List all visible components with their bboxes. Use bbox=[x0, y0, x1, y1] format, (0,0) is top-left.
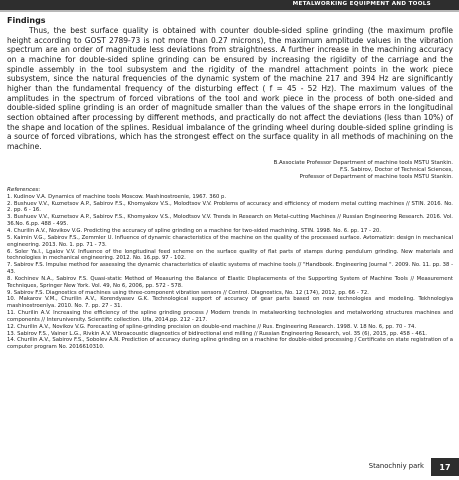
reference-item: 9. Sabirov F.S. Diagnostics of machines using three-component vibration sensors // Control. Diagnostics, No. 12 (174), 2012, pp. 66 - 72. bbox=[7, 289, 369, 296]
reference-item: 6. Soler Ya.I., Lgalov V.V. Influence of the longitudinal feed scheme on the surface quality of flat parts of stamps during pendulum grinding. New materials and technologies in mechanical engineering. 2012. No. 16.pp. 97 - 102. bbox=[7, 248, 453, 262]
references-heading: References: bbox=[7, 186, 41, 193]
reference-item: 4. Churilin A.V., Novikov V.G. Predicting the accuracy of spline grinding on a machine for two-sided machining. STIN. 1998. No. 6. pp. 17 - 20. bbox=[7, 227, 382, 234]
reference-item: 5. Kaimin V.G., Sabirov F.S., Zemmler U. Influence of dynamic characteristics of the machine on the quality of the processed surface. Avtomatizir: design in mechanical engineering. 2013. No. 1. pp. 71 - 73. bbox=[7, 234, 453, 248]
author-line: Professor of Department of machine tools MSTU Stankin. bbox=[299, 174, 453, 181]
article-body bbox=[7, 16, 453, 351]
findings-heading: Findings bbox=[7, 16, 46, 25]
running-header-bar bbox=[0, 0, 459, 12]
journal-name: Stanochniy park bbox=[368, 462, 424, 470]
reference-item: 1. Kudinov V.A. Dynamics of machine tools Moscow. Mashinostroenie, 1967. 360 p. bbox=[7, 193, 227, 200]
references-list bbox=[7, 194, 453, 351]
findings-paragraph: Thus, the best surface quality is obtained with counter double-sided spline grinding (the maximum profile height according to GOST 2789-73 is not more than 0.27 microns), the maximum amplitude values in the vibration spectrum are an order of magnitude less deviations from straightness. A further increase in the machining accuracy on a machine for double-sided spline grinding can be ensured by increasing the rigidity of the carriage and the spindle assembly in the tool subsystem and the rigidity of the mandrel attachment points in the work piece subsystem, since the natural frequencies of the dynamic system of the machine 217 and 394 Hz are significantly higher than the fundamental frequency of the disturbing effect ( f = 45 - 52 Hz). The maximum values of the amplitudes in the spectrum of forced vibrations of the tool and work piece in the process of both one-sided and double-sided spline grinding is an order of magnitude smaller than the values of the shape errors in the longitudinal section obtained after processing by different methods, and practically do not affect the deviations (less than 10%) of the shape and location of the splines. Residual imbalance of the grinding wheel during double-sided spline grinding is a source of forced vibrations, which has the strongest effect on the surface quality in all methods of machining on the machine. bbox=[7, 26, 453, 151]
reference-item: 3. Bushuev V.V., Kuznetsov A.P., Sabirov F.S., Khomyakov V.S., Molodtsov V.V. Trends in Research on Metal-cutting Machines // Russian Engineering Research. 2016. Vol. 36.No. 6.pp. 488 - 495. bbox=[7, 214, 453, 228]
reference-item: 8. Kochinev N.A., Sabirov F.S. Quasi-static Method of Measuring the Balance of Elastic Displacements of the Supporting System of Machine Tools // Measurement Techniques, Springer New York. Vol. 49, No 6, 2006, pp. 572 - 578. bbox=[7, 275, 453, 289]
reference-item: 10. Makarov V.M., Churilin A.V., Korendyasev G.K. Technological support of accuracy of gear parts based on new technologies and modeling. Tekhnologiya mashinostroeniya. 2010. No. 7. pp. 27 - 31. bbox=[7, 296, 453, 310]
author-block bbox=[7, 160, 453, 182]
reference-item: 7. Sabirov F.S. Impulse method for assessing the dynamic characteristics of elastic systems of machine tools // "Handbook. Engineering Journal ". 2009. No. 11. pp. 38 - 43. bbox=[7, 262, 453, 276]
reference-item: 14. Churilin A.V., Sabirov F.S., Sobolev A.N. Prediction of accuracy during spline grinding on a machine for double-sided processing / Certificate on state registration of a computer program No. 2016610310. bbox=[7, 337, 453, 351]
reference-item: 11. Churilin A.V. Increasing the efficiency of the spline grinding process / Modern trends in metalworking technologies and metalworking structures machines and components // Interuniversity. Scientific collection. Ufa, 2014.pp. 212 - 217. bbox=[7, 310, 453, 323]
page-number: 17 bbox=[431, 458, 459, 476]
reference-item: 2. Bushuev V.V., Kuznetsov A.P., Sabirov F.S., Khomyakov V.S., Molodtsov V.V. Problems of accuracy and efficiency of modern metal cutting machines // STIN. 2016. No. 2. pp. 6 - 16. bbox=[7, 200, 453, 214]
running-header-title: METALWORKING EQUIPMENT AND TOOLS bbox=[292, 1, 431, 7]
author-line: B.Associate Professor Department of machine tools MSTU Stankin. bbox=[273, 159, 453, 166]
reference-item: 12. Churilin A.V., Novikov V.G. Forecasting of spline-grinding precision on double-end machine // Rus. Engineering Research. 1998. V. 18 No. 6, pp. 70 - 74. bbox=[7, 323, 417, 330]
reference-item: 13. Sabirov F.S., Vainer L.G., Rivkin A.V. Vibroacoustic diagnostics of bidirectional end milling // Russian Engineering Research, vol. 35 (6), 2015, pp. 458 - 461. bbox=[7, 330, 427, 337]
author-line: F.S. Sabirov, Doctor of Technical Sciences, bbox=[340, 166, 453, 173]
